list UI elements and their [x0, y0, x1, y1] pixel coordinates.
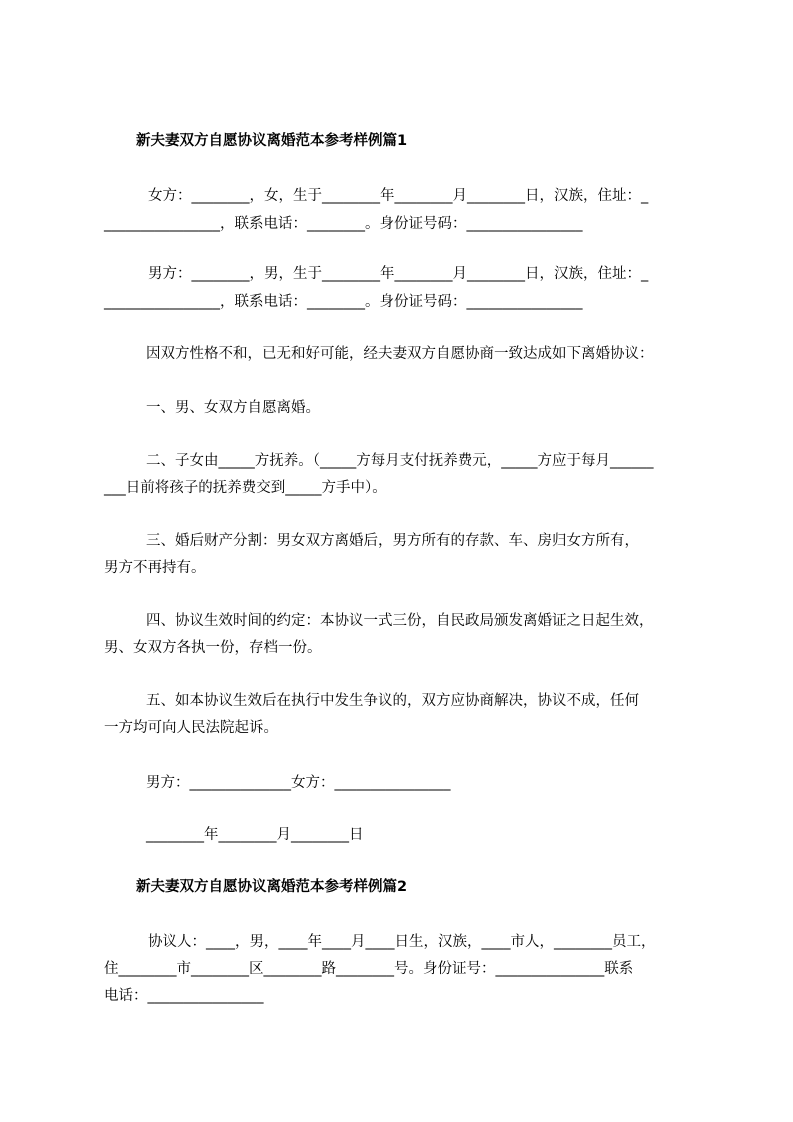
- clause-4-line-1: 四、协议生效时间的约定：本协议一式三份，自民政局颁发离婚证之日起生效，: [146, 613, 654, 629]
- clause-2-line-1: 二、子女由_____方抚养。（_____方每月支付抚养费元，_____方应于每月______: [146, 453, 654, 469]
- section-2-heading: 新夫妻双方自愿协议离婚范本参考样例篇2: [136, 879, 408, 895]
- female-party-line-2: ________________，联系电话：________。身份证号码：________________: [104, 216, 583, 232]
- date-line: ________年________月________日: [146, 827, 364, 843]
- clause-4-line-2: 男、女双方各执一份，存档一份。: [104, 640, 322, 656]
- female-party-line-1: 女方：________，女，生于________年________月________日，汉族，住址：_: [148, 188, 649, 204]
- clause-3-line-1: 三、婚后财产分割：男女双方离婚后，男方所有的存款、车、房归女方所有，: [146, 533, 639, 549]
- section-1-heading: 新夫妻双方自愿协议离婚范本参考样例篇1: [136, 133, 408, 149]
- male-party-line-2: ________________，联系电话：________。身份证号码：________________: [104, 294, 583, 310]
- clause-5-line-1: 五、如本协议生效后在执行中发生争议的，双方应协商解决，协议不成，任何: [146, 693, 639, 709]
- party-info-line-2: 住________市________区________路________号。身份证号：_______________联系: [104, 961, 634, 977]
- clause-5-line-2: 一方均可向人民法院起诉。: [104, 720, 278, 736]
- clause-1: 一、男、女双方自愿离婚。: [146, 400, 320, 416]
- clause-2-line-2: ___日前将孩子的抚养费交到_____方手中）。: [104, 480, 387, 496]
- agreement-intro: 因双方性格不和，已无和好可能，经夫妻双方自愿协商一致达成如下离婚协议：: [146, 346, 654, 362]
- party-info-line-1: 协议人：____，男，____年____月____日生，汉族，____市人，________员工，: [148, 934, 656, 950]
- male-party-line-1: 男方：________，男，生于________年________月________日，汉族，住址：_: [148, 266, 649, 282]
- clause-3-line-2: 男方不再持有。: [104, 560, 206, 576]
- party-info-line-3: 电话：________________: [104, 988, 264, 1004]
- signature-line: 男方：______________女方：________________: [146, 775, 451, 791]
